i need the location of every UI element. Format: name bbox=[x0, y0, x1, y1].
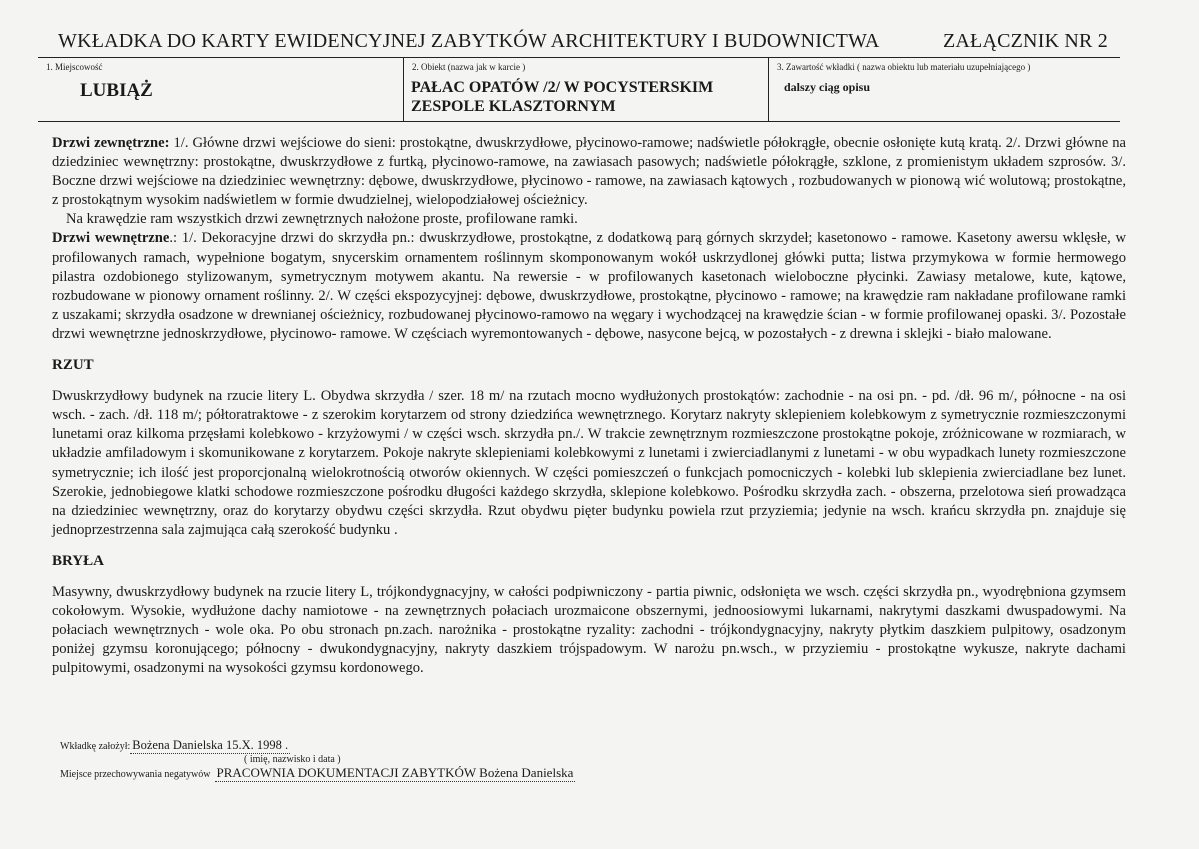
plan-text: Dwuskrzydłowy budynek na rzucie litery L. Obydwa skrzydła / szer. 18 m/ na rzutach mocno wydłużonych prostokątów: zachodnie - na osi pn. - pd. /dł. 96 m/, północne - na osi wsch. - zach. /dł. 118 m/; półtoratraktowe - z szerokim korytarzem od strony dziedzińca wewnętrznego. Korytarz nakryty sklepieniem kolebkowym z symetrycznie rozmieszczonymi lunetami oraz kilkoma przęsłami kolebkowo - krzyżowymi / w części wsch. skrzydła pn./. W trakcie zewnętrznym rozmieszczone prostokątne pokoje, zróżnicowane w rozmiarach, w układzie amfiladowym i skomunikowane z korytarzem. Pokoje nakryte sklepieniami kolebkowymi z lunetami i zwierciadlanymi z lunetami - w obu wypadkach lunety rozmieszczone symetrycznie; ich ilość jest proporcjonalną wielokrotnością otworów okiennych. W części pomieszczeń o funkcjach pomocniczych - kolebki lub sklepienia zwierciadlane bez lunet. Szerokie, jednobiegowe klatki schodowe rozmieszczone pośrodku długości każdego skrzydła, sklepione kolebkowo. Pośrodku skrzydła zach. - obszerna, przelotowa sień prowadząca na dziedziniec wewnętrzny, oraz do korytarzy obydwu części skrzydła. Rzut obydwu pięter budynku powiela rzut przyziemia; jedynie na wsch. krańcu skrzydła pn. znajduje się jednoprzestrzenna sala zajmująca całą szerokość budynku . bbox=[52, 388, 1126, 538]
doors-outer-paragraph bbox=[52, 134, 1126, 210]
plan-heading: RZUT bbox=[52, 357, 94, 374]
contents-value: dalszy ciąg opisu bbox=[784, 80, 871, 94]
locality-label: 1. Miejscowość bbox=[46, 62, 103, 72]
doors-outer-note: Na krawędzie ram wszystkich drzwi zewnętrznych nałożone proste, profilowane ramki. bbox=[66, 211, 578, 228]
negatives-value: PRACOWNIA DOKUMENTACJI ZABYTKÓW Bożena Danielska bbox=[216, 765, 574, 780]
contents-field bbox=[769, 58, 1120, 121]
contents-label: 3. Zawartość wkładki ( nazwa obiektu lub materiału uzupełniającego ) bbox=[777, 62, 1031, 72]
description-body bbox=[52, 134, 1126, 678]
header-fields bbox=[38, 58, 1120, 122]
created-row bbox=[60, 738, 860, 754]
doors-inner-paragraph bbox=[52, 229, 1126, 344]
mass-heading: BRYŁA bbox=[52, 552, 104, 569]
object-label: 2. Obiekt (nazwa jak w karcie ) bbox=[412, 62, 526, 72]
created-caption: ( imię, nazwisko i data ) bbox=[244, 754, 341, 765]
created-label: Wkładkę założył: bbox=[60, 741, 131, 752]
doors-inner-lead: Drzwi wewnętrzne bbox=[52, 230, 170, 247]
locality-value: LUBIĄŻ bbox=[80, 80, 153, 101]
attachment-number: ZAŁĄCZNIK NR 2 bbox=[942, 30, 1108, 52]
locality-field bbox=[38, 58, 403, 121]
mass-text: Masywny, dwuskrzydłowy budynek na rzucie litery L, trójkondygnacyjny, w całości podpiwniczony - partia piwnic, odsłonięta we wsch. części skrzydła pn., wyodrębniona gzymsem cokołowym. Wysokie, wydłużone dachy namiotowe - na zewnętrznych połaciach urozmaicone obszernymi, jednoosiowymi lukarnami, nakrytymi daszkami dwuspadowymi. Na połaciach wewnętrznych - wole oka. Po obu stronach pn.zach. narożnika - prostokątne ryzality: zachodni - trójkondygnacyjny, nakryty płytkim daszkiem pulpitowy, osadzonym poniżej gzymsu koronującego; północny - dwukondygnacyjny, nakryty daszkiem trójspadowym. W narożu pn.wsch., w przyziemiu - prostokątne wykusze, nakryte dachami pulpitowymi, osadzonymi na wysokości gzymsu kordonowego. bbox=[52, 583, 1126, 677]
negatives-row bbox=[60, 765, 860, 782]
page-title bbox=[58, 30, 1108, 53]
footer bbox=[60, 738, 860, 782]
doors-inner-text: .: 1/. Dekoracyjne drzwi do skrzydła pn.: dwuskrzydłowe, prostokątne, z dodatkową parą górnych skrzydeł; kasetonowo - ramowe. Kasetony awersu wklęsłe, w profilowanych ramach, wypełnione bogatym, snycerskim ornamentem roślinnym skomponowanym wokół uskrzydlonej główki putta; listwa przymykowa w formie hermowego pilastra ozdobionego stylizowanym, symetrycznym motywem akantu. Na rewersie - w profilowanych kasetonach wieloboczne płycinki. Zawiasy metalowe, kute, kątowe, rozbudowane w pionowy ornament roślinny. 2/. W części ekspozycyjnej: dębowe, dwuskrzydłowe, prostokątne, płycinowo - ramowe; na krawędzie ram nakładane profilowane ramki z uszakami; skrzydła osadzone w drewnianej ościeżnicy, rozbudowanej płycinowo-ramowo na węgary i wychodzącej na krawędzie ścian - w formie profilowanej opaski. 3/. Pozostałe drzwi wewnętrzne jednoskrzydłowe, płycinowo- ramowe. W częściach wyremontowanych - dębowe, nasycone bejcą, w pozostałych - z drewna i sklejki - biało malowane. bbox=[52, 230, 1127, 342]
object-value: PAŁAC OPATÓW /2/ W POCYSTERSKIM ZESPOLE KLASZTORNYM bbox=[411, 79, 714, 115]
negatives-label: Miejsce przechowywania negatywów bbox=[60, 769, 211, 780]
object-field bbox=[403, 58, 769, 121]
form-title: WKŁADKA DO KARTY EWIDENCYJNEJ ZABYTKÓW ARCHITEKTURY I BUDOWNICTWA bbox=[58, 30, 880, 52]
created-value: Bożena Danielska 15.X. 1998 . bbox=[132, 738, 289, 752]
doors-outer-text: 1/. Główne drzwi wejściowe do sieni: prostokątne, dwuskrzydłowe, płycinowo-ramowe; nadświetle półokrągłe, obecnie osłonięte kutą kratą. 2/. Drzwi główne na dziedziniec wewnętrzny: prostokątne, dwuskrzydłowe z furtką, płycinowo-ramowe, na zawiasach pasowych; nadświetle półokrągłe, szklone, z promienistym układem szprosów. 3/. Boczne drzwi wejściowe na dziedziniec wewnętrzny: dębowe, dwuskrzydłowe, płycinowo - ramowe, na zawiasach kątowych , rozbudowanych w pionową wić wolutową; prostokątne, z prostokątnym wysokim nadświetlem w formie dwudzielnej, wielopodziałowej ościeżnicy. bbox=[52, 135, 1127, 209]
doors-outer-lead: Drzwi zewnętrzne: bbox=[52, 135, 170, 151]
